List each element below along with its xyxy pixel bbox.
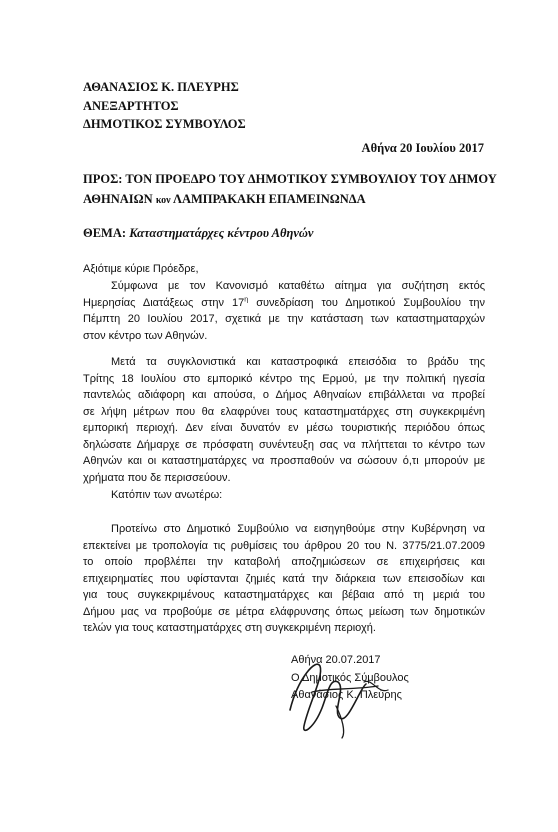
paragraph-2 — [83, 354, 485, 486]
paragraph-1-line — [83, 295, 485, 312]
recipient-city: ΑΘΗΝΑΙΩΝ — [83, 192, 153, 206]
paragraph-3 — [83, 521, 485, 637]
paragraph-2-line: παντελώς αδιάφορη και απούσα, ο Δήμος Αθηναίων επιβάλλεται να προβεί — [83, 389, 485, 401]
paragraph-3-line: Προτείνω στο Δημοτικό Συμβούλιο να εισηγηθούμε στην Κυβέρνηση να — [111, 523, 485, 535]
paragraph-3-line: επεκτείνει με τροπολογία τις ρυθμίσεις του άρθρου 20 του Ν. 3775/21.07.2009 — [83, 539, 485, 552]
paragraph-1-line: Πέμπτη 20 Ιουλίου 2017, σχετικά με την κατάσταση των καταστηματαρχών — [83, 313, 485, 325]
paragraph-3-line: επιχειρηματίες που υφίστανται ζημιές κατά την διάρκεια των επεισοδίων και — [83, 572, 485, 585]
subject-text: Καταστηματάρχες κέντρου Αθηνών — [129, 226, 314, 240]
closing-title: Ο Δημοτικός Σύμβουλος — [291, 671, 409, 684]
salutation-text: Αξιότιμε κύριε Πρόεδρε, — [83, 263, 199, 275]
paragraph-1-line: Σύμφωνα με τον Κανονισμό καταθέτω αίτημα για συζήτηση εκτός — [111, 280, 485, 292]
paragraph-2-line: Αθηνών και οι καταστηματάρχες να προσπαθούν να σώσουν ό,τι μπορούν με — [83, 455, 485, 467]
paragraph-2-line: δηλώσατε Δήμαρχε σε πρόσφατη συνέντευξη σας να πλήττεται το κέντρο των — [83, 438, 485, 451]
closing-date: Αθήνα 20.07.2017 — [291, 654, 381, 666]
paragraph-3-line: για τους συγκεκριμένους καταστηματάρχες και βέβαια από τη μεριά του — [83, 589, 485, 601]
paragraph-1-line-part: συνεδρίαση του Δημοτικού Συμβουλίου την — [256, 296, 485, 309]
place-date: Αθήνα 20 Ιουλίου 2017 — [361, 141, 484, 155]
paragraph-1-line: στον κέντρο των Αθηνών. — [83, 329, 208, 342]
recipient-line-1: ΠΡΟΣ: ΤΟΝ ΠΡΟΕΔΡΟ ΤΟΥ ΔΗΜΟΤΙΚΟΥ ΣΥΜΒΟΥΛΙΟΥ ΤΟΥ ΔΗΜΟΥ — [83, 172, 497, 186]
paragraph-2-line: Μετά τα συγκλονιστικά και καταστροφικά επεισόδια το βράδυ της — [111, 356, 485, 368]
transition — [83, 487, 485, 504]
superscript: η — [244, 295, 249, 303]
salutation — [83, 261, 485, 278]
paragraph-2-line: σε λήψη μέτρων που θα ελαφρύνει τους καταστηματάρχες στη συγκεκριμένη — [83, 405, 485, 418]
sender-name: ΑΘΑΝΑΣΙΟΣ Κ. ΠΛΕΥΡΗΣ — [83, 80, 239, 94]
recipient-honorific: κον — [155, 195, 171, 206]
paragraph-3-line: το οποίο προβλέπει την καταβολή αποζημιώσεων σε επιχειρήσεις και — [83, 556, 485, 568]
subject-line — [83, 226, 313, 241]
paragraph-2-line: Τρίτης 18 Ιουλίου στο εμπορικό κέντρο της Ερμού, με την πολιτική ηγεσία — [83, 372, 485, 385]
sender-block — [83, 78, 246, 134]
paragraph-1 — [83, 278, 485, 344]
recipient-line-2 — [83, 189, 483, 211]
sender-status: ΑΝΕΞΑΡΤΗΤΟΣ — [83, 98, 179, 113]
transition-text: Κατόπιν των ανωτέρω: — [111, 489, 223, 501]
paragraph-3-line: τελών για τους καταστηματάρχες στη συγκεκριμένη περιοχή. — [83, 622, 376, 634]
recipient-person: ΛΑΜΠΡΑΚΑΚΗ ΕΠΑΜΕΙΝΩΝΔΑ — [173, 192, 366, 206]
sender-role: ΔΗΜΟΤΙΚΟΣ ΣΥΜΒΟΥΛΟΣ — [83, 117, 246, 131]
paragraph-2-line: εμπορική περιοχή. Δεν είναι δυνατόν εν μέσω τουριστικής περιόδου όπως — [83, 422, 485, 434]
closing-name: Αθανάσιος Κ. Πλεύρης — [291, 689, 402, 701]
paragraph-3-line: Δήμου μας να προβούμε σε μέτρα ελάφρυνσης όπως μείωση των δημοτικών — [83, 605, 485, 618]
closing-block — [291, 652, 409, 705]
subject-label: ΘΕΜΑ: — [83, 226, 127, 240]
recipient-block — [83, 169, 497, 211]
paragraph-1-line-part: Ημερησίας Διατάξεως στην 17 — [83, 296, 245, 309]
paragraph-2-line: χρήματα που δε περισσεύουν. — [83, 471, 231, 484]
